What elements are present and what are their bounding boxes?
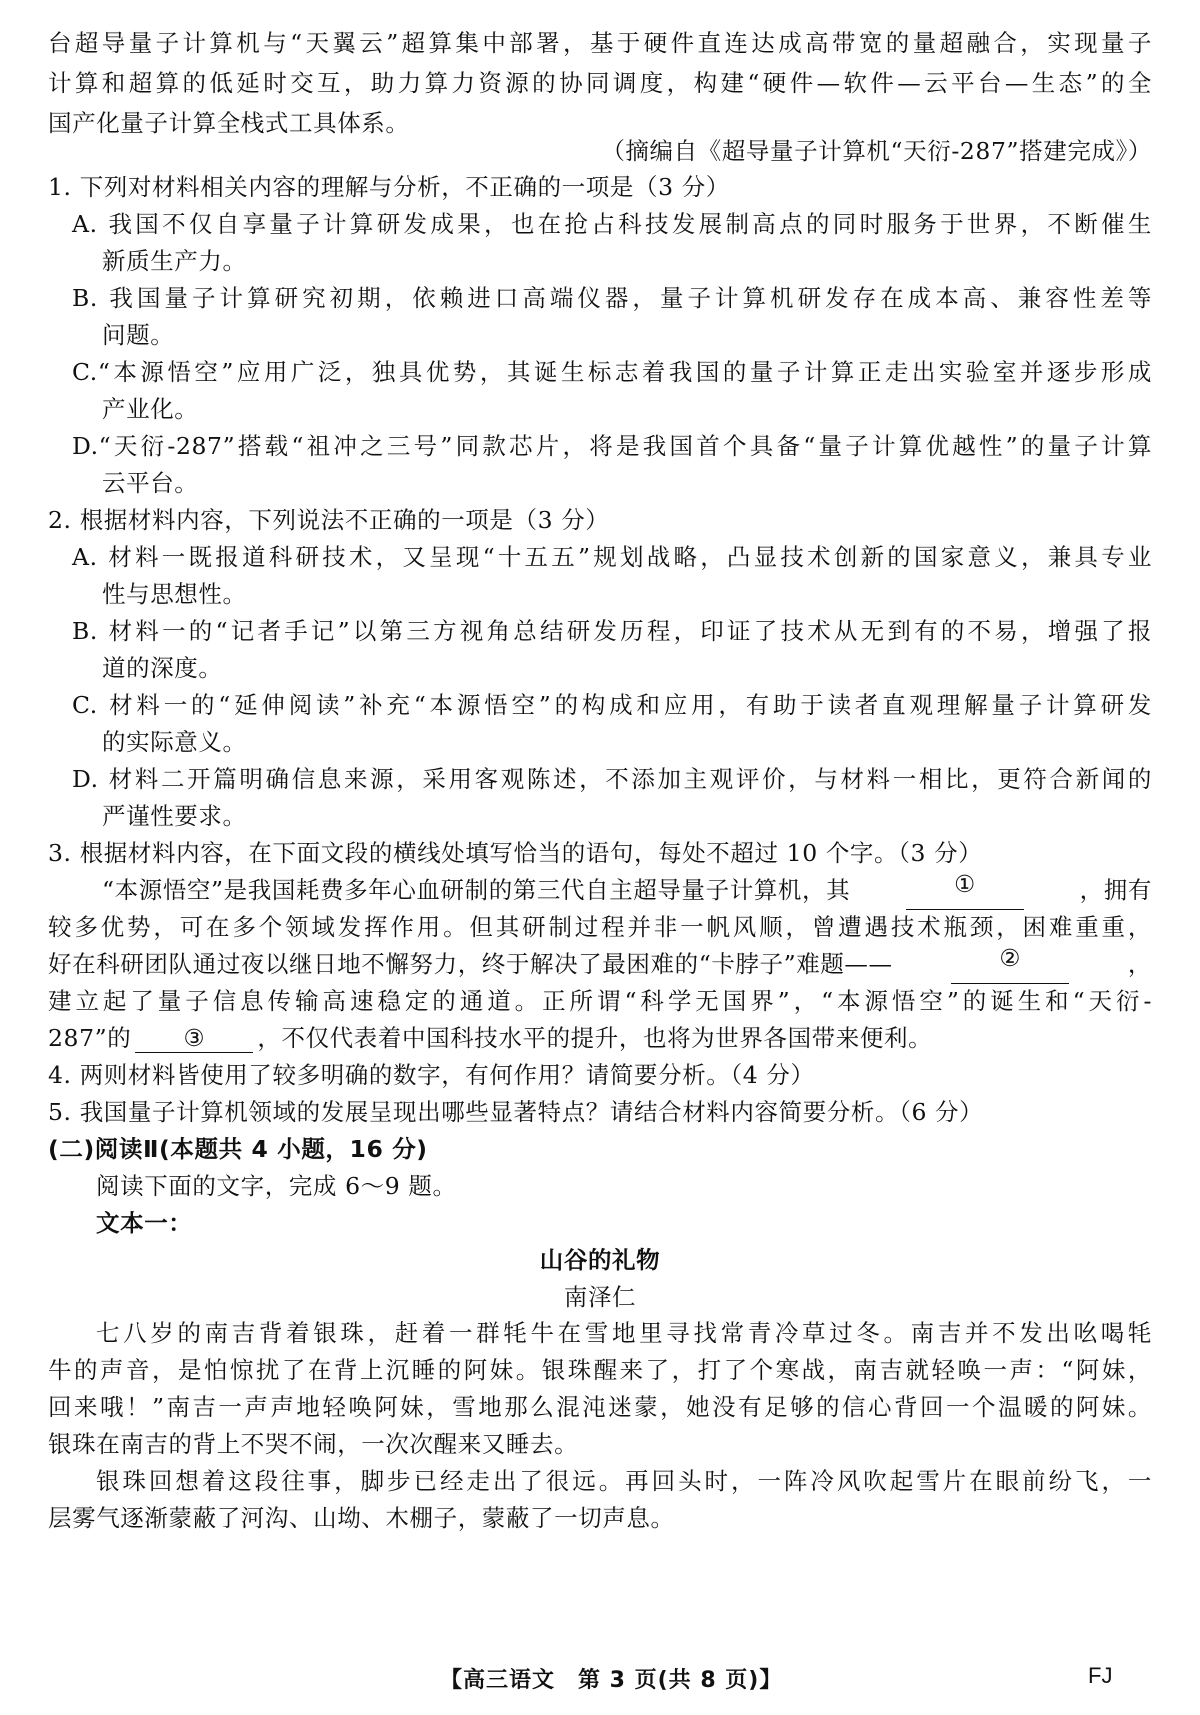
q1-option-a-cont: 新质生产力。 bbox=[102, 247, 247, 275]
exam-page bbox=[48, 0, 1152, 1715]
q2-option-b: B. 材料一的“记者手记”以第三方视角总结研发历程，印证了技术从无到有的不易，增强了报 bbox=[72, 617, 1152, 645]
q3-text: ， bbox=[1127, 950, 1152, 978]
q2-option-a-cont: 性与思想性。 bbox=[102, 580, 247, 608]
q3-text: 好在科研团队通过夜以继日地不懈努力，终于解决了最困难的“卡脖子”难题—— bbox=[48, 950, 893, 978]
q3-passage-line-1 bbox=[102, 870, 1152, 910]
page-footer: 【高三语文 第 3 页(共 8 页)】 bbox=[440, 1668, 783, 1693]
section-instruction: 阅读下面的文字，完成 6～9 题。 bbox=[96, 1172, 457, 1200]
q3-text: ，拥有 bbox=[1079, 876, 1152, 904]
passage-line: 国产化量子计算全栈式工具体系。 bbox=[48, 109, 410, 137]
q2-option-d: D. 材料二开篇明确信息来源，采用客观陈述，不添加主观评价，与材料一相比，更符合新闻的 bbox=[72, 765, 1152, 793]
story-title: 山谷的礼物 bbox=[539, 1246, 661, 1274]
q2-option-c: C. 材料一的“延伸阅读”补充“本源悟空”的构成和应用，有助于读者直观理解量子计算研发 bbox=[72, 691, 1152, 719]
story-author: 南泽仁 bbox=[563, 1283, 637, 1311]
q3-text: “本源悟空”是我国耗费多年心血研制的第三代自主超导量子计算机，其 bbox=[102, 876, 851, 904]
q3-blank-1[interactable]: ① bbox=[906, 870, 1024, 910]
q3-passage-line-4: 建立起了量子信息传输高速稳定的通道。正所谓“科学无国界”，“本源悟空”的诞生和“天衍- bbox=[48, 987, 1152, 1015]
q2-option-c-cont: 的实际意义。 bbox=[102, 728, 247, 756]
story-paragraph-line: 银珠回想着这段往事，脚步已经走出了很远。再回头时，一阵冷风吹起雪片在眼前纷飞，一 bbox=[96, 1467, 1152, 1495]
q1-option-c: C.“本源悟空”应用广泛，独具优势，其诞生标志着我国的量子计算正走出实验室并逐步形成 bbox=[72, 358, 1152, 386]
q1-option-a: A. 我国不仅自享量子计算研发成果，也在抢占科技发展制高点的同时服务于世界，不断催生 bbox=[72, 210, 1152, 238]
q3-passage-line-2: 较多优势，可在多个领域发挥作用。但其研制过程并非一帆风顺，曾遭遇技术瓶颈，困难重重， bbox=[48, 913, 1152, 941]
q1-option-b-cont: 问题。 bbox=[102, 321, 175, 349]
question-4: 4. 两则材料皆使用了较多明确的数字，有何作用？请简要分析。（4 分） bbox=[48, 1061, 815, 1089]
story-paragraph-line: 层雾气逐渐蒙蔽了河沟、山坳、木棚子，蒙蔽了一切声息。 bbox=[48, 1504, 675, 1532]
question-1-stem: 1. 下列对材料相关内容的理解与分析，不正确的一项是（3 分） bbox=[48, 173, 730, 201]
q2-option-b-cont: 道的深度。 bbox=[102, 654, 223, 682]
q3-passage-line-3 bbox=[48, 944, 1152, 984]
q1-option-c-cont: 产业化。 bbox=[102, 395, 199, 423]
text-label: 文本一： bbox=[96, 1209, 193, 1237]
story-paragraph-line: 银珠在南吉的背上不哭不闹，一次次醒来又睡去。 bbox=[48, 1430, 579, 1458]
passage-line: 台超导量子计算机与“天翼云”超算集中部署，基于硬件直连达成高带宽的量超融合，实现量子 bbox=[48, 29, 1152, 57]
question-2-stem: 2. 根据材料内容，下列说法不正确的一项是（3 分） bbox=[48, 506, 610, 534]
q1-option-d-cont: 云平台。 bbox=[102, 469, 199, 497]
q3-blank-2[interactable]: ② bbox=[951, 944, 1069, 984]
story-paragraph-line: 回来哦！”南吉一声声地轻唤阿妹，雪地那么混沌迷蒙，她没有足够的信心背回一个温暖的阿妹。 bbox=[48, 1393, 1152, 1421]
story-paragraph-line: 七八岁的南吉背着银珠，赶着一群牦牛在雪地里寻找常青冷草过冬。南吉并不发出吆喝牦 bbox=[96, 1319, 1152, 1347]
source-note: （摘编自《超导量子计算机“天衍-287”搭建完成》） bbox=[601, 137, 1152, 165]
story-paragraph-line: 牛的声音，是怕惊扰了在背上沉睡的阿妹。银珠醒来了，打了个寒战，南吉就轻唤一声：“阿妹， bbox=[48, 1356, 1152, 1384]
question-3-stem: 3. 根据材料内容，在下面文段的横线处填写恰当的语句，每处不超过 10 个字。（3 分） bbox=[48, 839, 983, 867]
passage-line: 计算和超算的低延时交互，助力算力资源的协同调度，构建“硬件—软件—云平台—生态”的全 bbox=[48, 69, 1152, 97]
q1-option-b: B. 我国量子计算研究初期，依赖进口高端仪器，量子计算机研发存在成本高、兼容性差等 bbox=[72, 284, 1152, 312]
q1-option-d: D.“天衍-287”搭载“祖冲之三号”同款芯片，将是我国首个具备“量子计算优越性”的量子计算 bbox=[72, 432, 1152, 460]
q3-text: ，不仅代表着中国科技水平的提升，也将为世界各国带来便利。 bbox=[257, 1024, 933, 1052]
page-code: FJ bbox=[1088, 1663, 1113, 1688]
q2-option-d-cont: 严谨性要求。 bbox=[102, 802, 247, 830]
q3-passage-line-5 bbox=[48, 1018, 932, 1058]
section-heading: (二)阅读Ⅱ(本题共 4 小题，16 分) bbox=[48, 1135, 428, 1163]
q3-text: 287”的 bbox=[48, 1024, 132, 1052]
q3-blank-3[interactable]: ③ bbox=[135, 1024, 253, 1053]
question-5: 5. 我国量子计算机领域的发展呈现出哪些显著特点？请结合材料内容简要分析。（6 分） bbox=[48, 1098, 984, 1126]
q2-option-a: A. 材料一既报道科研技术，又呈现“十五五”规划战略，凸显技术创新的国家意义，兼具专业 bbox=[72, 543, 1152, 571]
